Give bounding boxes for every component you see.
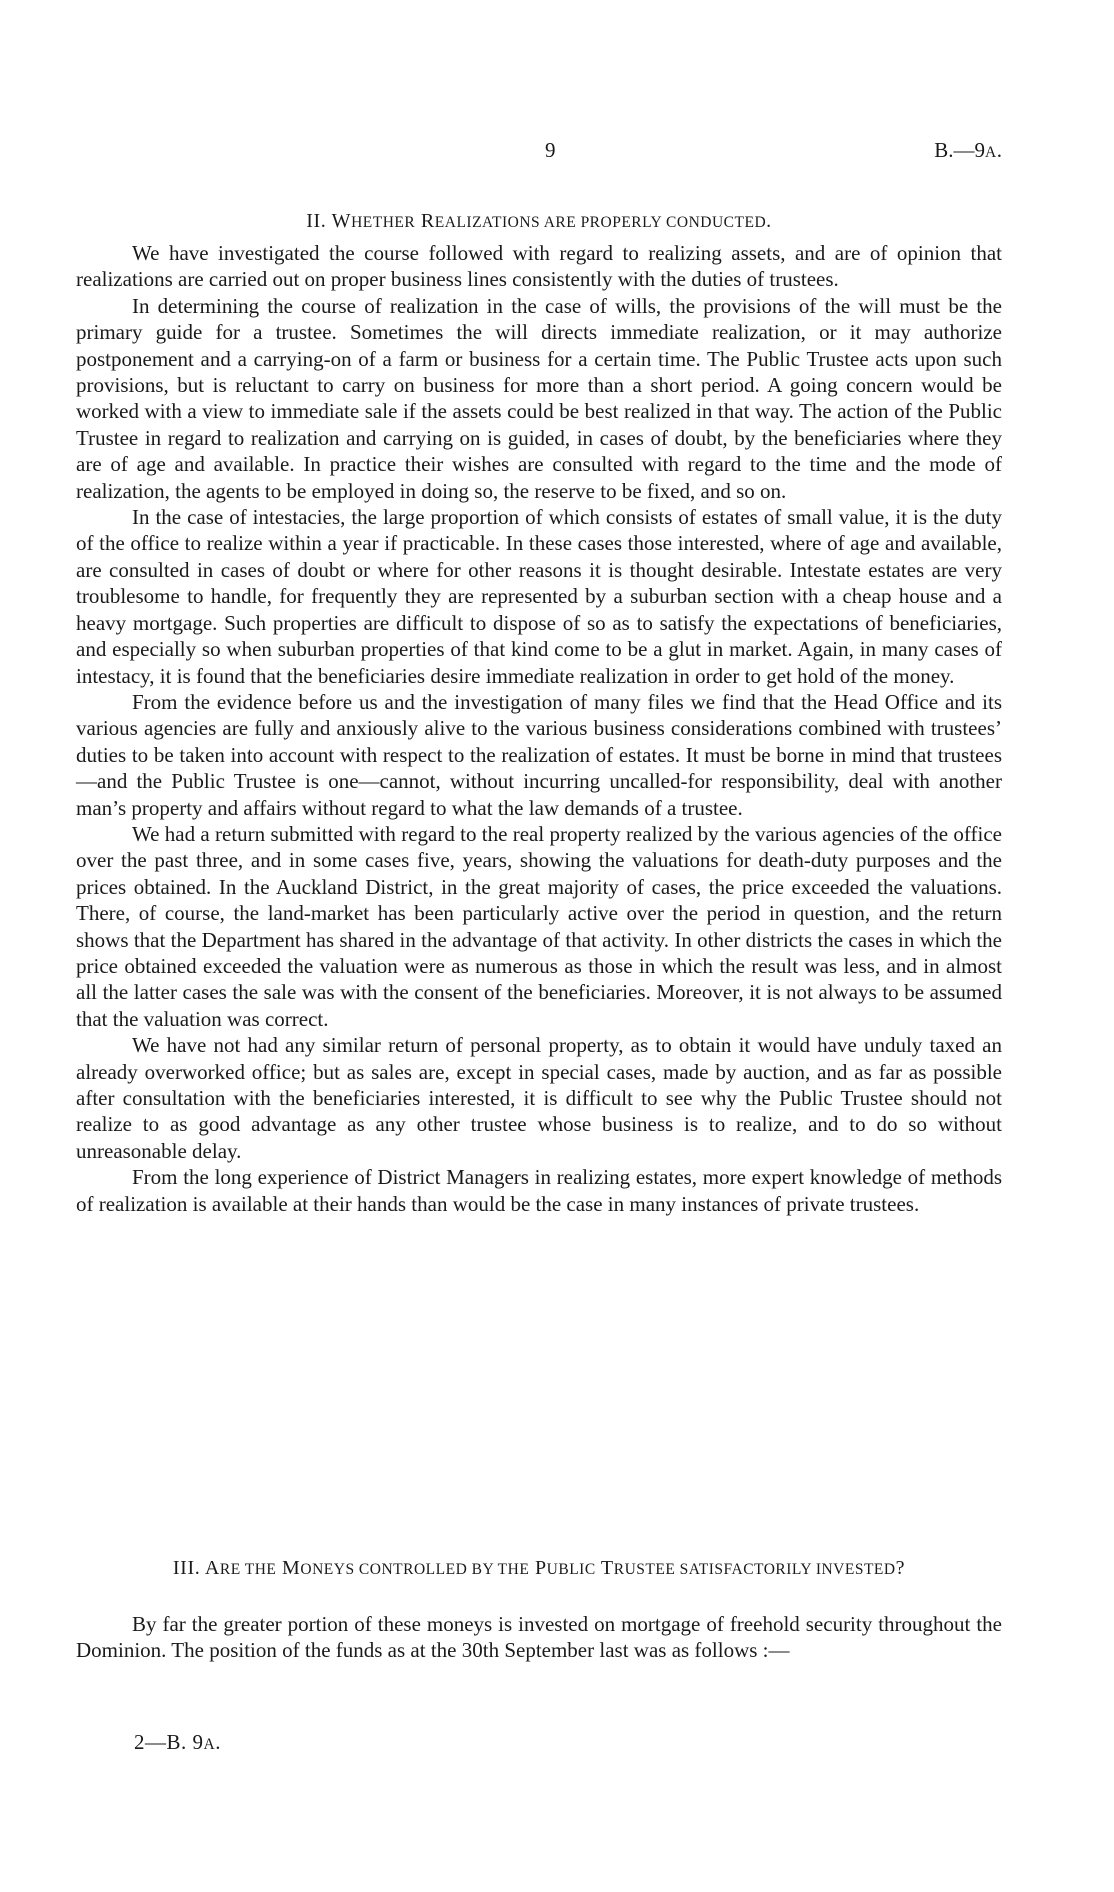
section-3-cap-1: A (204, 1557, 220, 1579)
paragraph: From the evidence before us and the investigation of many files we find that the Head Office and its various agencies are fully and anxiously alive to the various business considerations combined with trustees’ duties to be taken into account with respect to the realization of estates. It must be borne in mind that trustees—and the Public Trustee is one—cannot, without incurring uncalled-for responsibility, deal with another man’s property and affairs without regard to what the law demands of a trustee. (76, 689, 1002, 820)
signature-suffix: A (203, 1736, 216, 1753)
paragraph: In the case of intestacies, the large proportion of which consists of estates of small value, it is the duty of the office to realize within a year if practicable. In these cases those interested, where of age and available, are consulted in cases of doubt or where for other reasons it is thought desirable. Intestate estates are very troublesome to handle, for frequently they are represented by a suburban section with a cheap house and a heavy mortgage. Such properties are difficult to dispose of so as to satisfy the expectations of beneficiaries, and especially so when suburban properties of that kind come to be a glut in market. Again, in many cases of intestacy, it is found that the beneficiaries desire immediate realization in order to get hold of the money. (76, 505, 1002, 688)
document-reference (934, 138, 1002, 163)
section-2-heading (76, 208, 1002, 236)
section-2-small-1: HETHER (351, 214, 416, 231)
section-2-cap-1: W (331, 210, 352, 232)
section-3-small-3: UBLIC (546, 1561, 596, 1578)
paragraph: We had a return submitted with regard to the real property realized by the various agencies of the office over the past three, and in some cases five, years, showing the valuations for death-duty purposes and the prices obtained. In the Auckland District, in the great majority of cases, the price exceeded the valuations. There, of course, the land-market has been particularly active over the period in question, and the return shows that the Department has shared in the advantage of that activity. In other districts the cases in which the price obtained exceeded the valuation were as numerous as those in which the result was less, and in almost all the latter cases the sale was with the consent of the beneficiaries. Moreover, it is not always to be assumed that the valuation was correct. (76, 821, 1002, 1031)
section-2-small-2: EALIZATIONS ARE PROPERLY CONDUCTED (434, 214, 767, 231)
section-3-number: III. (172, 1557, 201, 1579)
paragraph: We have investigated the course followed with regard to realizing assets, and are of opinion that realizations are carried out on proper business lines consistently with the duties of trustees. (76, 241, 1002, 292)
reference-end: . (996, 138, 1002, 162)
page-number: 9 (545, 138, 556, 162)
section-3-body (76, 1611, 1002, 1664)
reference-main: B.—9 (934, 138, 986, 162)
section-3-cap-2: M (282, 1557, 301, 1579)
section-3-heading-end: ? (895, 1557, 906, 1579)
reference-suffix: A (985, 144, 997, 161)
section-2-cap-2: R (420, 210, 435, 232)
signature-main: 2—B. 9 (134, 1730, 204, 1754)
paragraph: We have not had any similar return of personal property, as to obtain it would have unduly taxed an already overworked office; but as sales are, except in special cases, made by auction, and as far as possible after consultation with the beneficiaries interested, it is difficult to see why the Public Trustee should not realize to as good advantage as any other trustee whose business is to realize, and to do so without unreasonable delay. (76, 1033, 1002, 1163)
section-2-heading-end: . (766, 210, 772, 232)
section-3-cap-4: T (600, 1557, 614, 1579)
printer-signature (134, 1730, 221, 1755)
page-header (76, 138, 1002, 168)
section-3-small-4: RUSTEE SATISFACTORILY INVESTED (613, 1561, 896, 1578)
section-2-body (76, 240, 1002, 1217)
section-3-small-1: RE THE (219, 1561, 277, 1578)
paragraph: In determining the course of realization in the case of wills, the provisions of the will must be the primary guide for a trustee. Sometimes the will directs immediate realization, or it may authorize postponement and a carrying-on of a farm or business for a certain time. The Public Trustee acts upon such provisions, but is reluctant to carry on business for more than a short period. A going concern would be worked with a view to immediate sale if the assets could be best realized in that way. The action of the Public Trustee in regard to realization and carrying on is guided, in cases of doubt, by the beneficiaries where they are of age and available. In practice their wishes are consulted with regard to the time and the mode of realization, the agents to be employed in doing so, the reserve to be fixed, and so on. (76, 293, 1002, 503)
section-3-cap-3: P (534, 1557, 547, 1579)
section-2-number: II. (306, 210, 327, 232)
paragraph: By far the greater portion of these moneys is invested on mortgage of freehold security throughout the Dominion. The position of the funds as at the 30th September last was as follows :— (76, 1612, 1002, 1663)
section-3-heading (76, 1555, 1002, 1583)
paragraph: From the long experience of District Managers in realizing estates, more expert knowledge of methods of realization is available at their hands than would be the case in many instances of private trustees. (76, 1165, 1002, 1216)
signature-end: . (215, 1730, 221, 1754)
section-3-small-2: ONEYS CONTROLLED BY THE (300, 1561, 530, 1578)
